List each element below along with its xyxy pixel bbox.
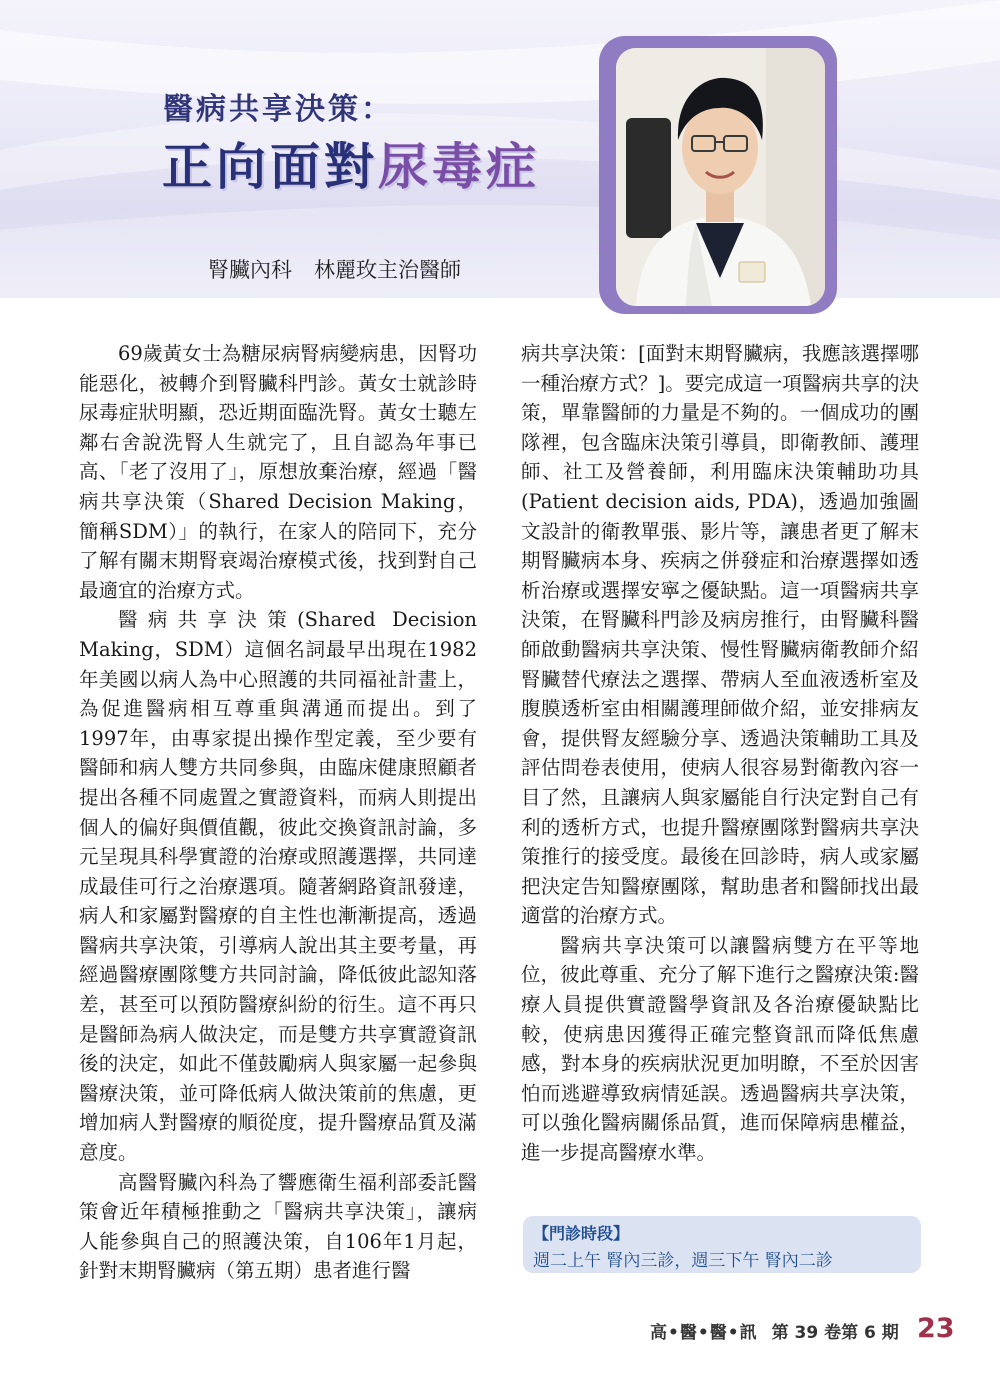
right-text-column (521, 339, 919, 1168)
author-byline (208, 254, 483, 284)
paragraph: 醫病共享決策(Shared Decision Making，SDM）這個名詞最早出現在1982年美國以病人為中心照護的共同福祉計畫上，為促進醫病相互尊重與溝通而提出。到了1997年，由專家提出操作型定義，至少要有醫師和病人雙方共同參與，由臨床健康照顧者提出各種不同處置之實證資料，而病人則提出個人的偏好與價值觀，彼此交換資訊討論，多元呈現具科學實證的治療或照護選擇，共同達成最佳可行之治療選項。隨著網路資訊發達，病人和家屬對醫療的自主性也漸漸提高，透過醫病共享決策，引導病人說出其主要考量，再經過醫療團隊雙方共同討論，降低彼此認知落差，甚至可以預防醫療糾紛的衍生。這不再只是醫師為病人做決定，而是雙方共享實證資訊後的決定，如此不僅鼓勵病人與家屬一起參與醫療決策，並可降低病人做決策前的焦慮，更增加病人對醫療的順從度，提升醫療品質及滿意度。 (79, 608, 477, 1165)
department-name: 腎臟內科 (208, 258, 292, 282)
issue-info: 第 39 卷第 6 期 (771, 1323, 899, 1343)
author-name: 林麗玫主治醫師 (314, 258, 461, 282)
clinic-hours-schedule: 週二上午 腎內三診，週三下午 腎內二診 (533, 1251, 833, 1271)
article-subtitle: 醫病共享決策： (163, 92, 394, 127)
doctor-portrait-illustration (616, 48, 825, 306)
paragraph: 69歲黃女士為糖尿病腎病變病患，因腎功能惡化，被轉介到腎臟科門診。黃女士就診時尿毒症狀明顯，恐近期面臨洗腎。黃女士聽左鄰右舍說洗腎人生就完了，且自認為年事已高、「老了沒用了」，原想放棄治療，經過「醫病共享決策（Shared Decision Making，簡稱SDM）」的執行，在家人的陪同下，充分了解有關末期腎衰竭治療模式後，找到對自己最適宜的治療方式。 (79, 342, 477, 602)
title-accent: 尿毒症 (378, 138, 540, 196)
page-footer (650, 1318, 899, 1343)
left-text-column (79, 339, 477, 1286)
doctor-photo (616, 48, 825, 306)
title-main: 正向面對 (162, 138, 378, 196)
paragraph: 病共享決策：[面對末期腎臟病，我應該選擇哪一種治療方式？]。要完成這一項醫病共享的決策，單靠醫師的力量是不夠的。一個成功的團隊裡，包含臨床決策引導員，即衛教師、護理師、社工及營養師，利用臨床決策輔助功具(Patient decision aids, PDA)，透過加強圖文設計的衛教單張、影片等，讓患者更了解末期腎臟病本身、疾病之併發症和治療選擇如透析治療或選擇安寧之優缺點。這一項醫病共享決策，在腎臟科門診及病房推行，由腎臟科醫師啟動醫病共享決策、慢性腎臟病衛教師介紹腎臟替代療法之選擇、帶病人至血液透析室及腹膜透析室由相關護理師做介紹，並安排病友會，提供腎友經驗分享、透過決策輔助工具及評估問卷表使用，使病人很容易對衛教內容一目了然，且讓病人與家屬能自行決定對自己有利的透析方式，也提升醫療團隊對醫病共享決策推行的接受度。最後在回診時，病人或家屬把決定告知醫療團隊，幫助患者和醫師找出最適當的治療方式。 (521, 342, 919, 928)
paragraph: 醫病共享決策可以讓醫病雙方在平等地位，彼此尊重、充分了解下進行之醫療決策:醫療人員提供實證醫學資訊及各治療優缺點比較，使病患因獲得正確完整資訊而降低焦慮感，對本身的疾病狀況更加明瞭，不至於因害怕而逃避導致病情延誤。透過醫病共享決策，可以強化醫病關係品質，進而保障病患權益，進一步提高醫療水準。 (521, 933, 919, 1165)
article-title (162, 127, 540, 199)
article-header (0, 0, 1000, 298)
publication-name: 高•醫•醫•訊 (650, 1323, 758, 1343)
page-number: 23 (917, 1313, 955, 1344)
clinic-hours-box (523, 1216, 921, 1273)
paragraph: 高醫腎臟內科為了響應衛生福利部委託醫策會近年積極推動之「醫病共享決策」，讓病人能參與自己的照護決策，自106年1月起，針對末期腎臟病（第五期）患者進行醫 (79, 1170, 477, 1283)
clinic-hours-heading: 【門診時段】 (533, 1224, 630, 1243)
